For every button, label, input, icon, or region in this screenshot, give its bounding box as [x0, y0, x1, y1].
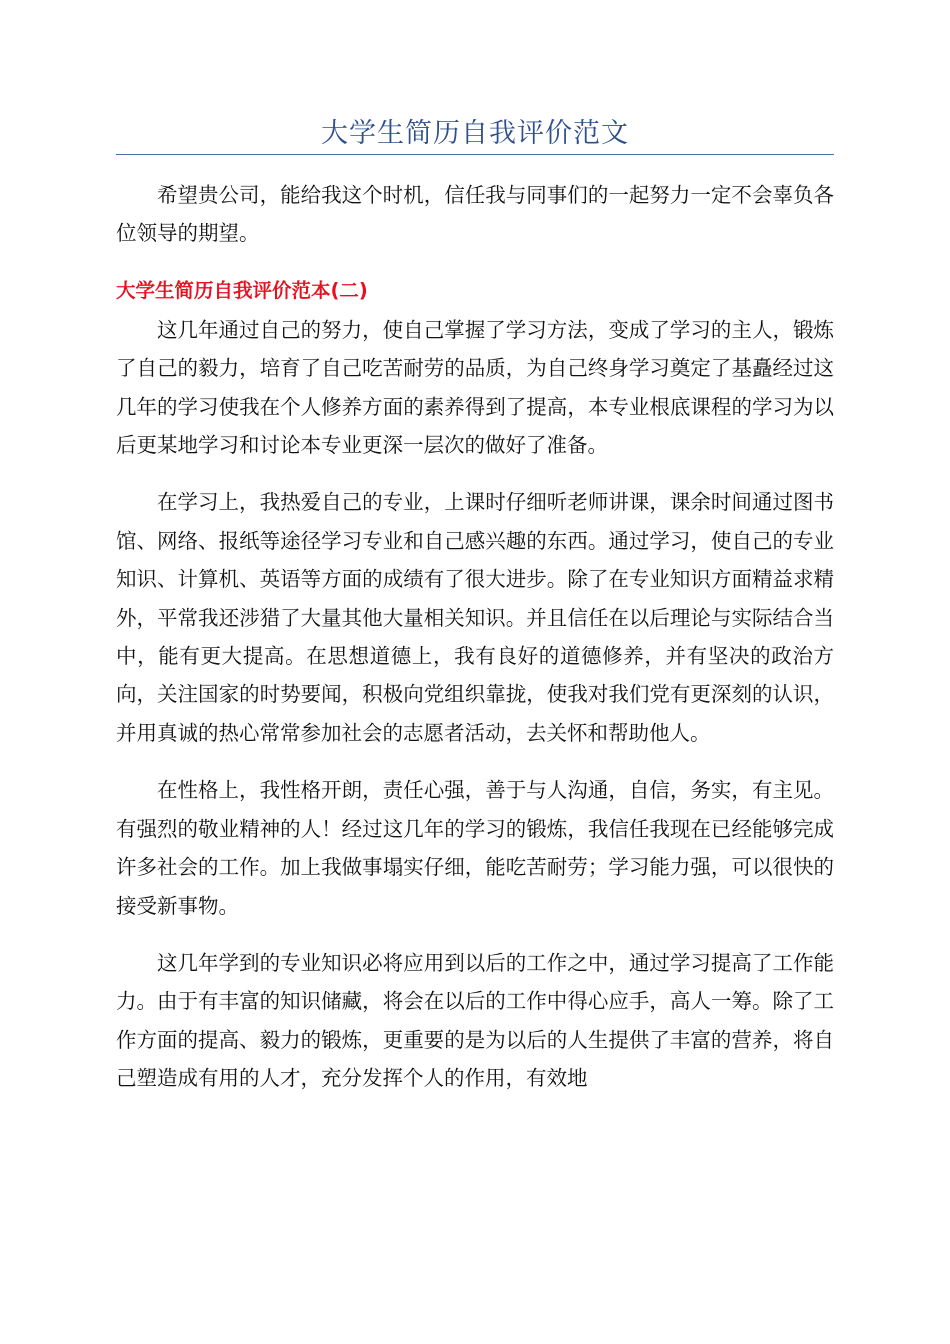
document-body: [116, 176, 834, 1117]
paragraph-study-effort: 这几年通过自己的努力，使自己掌握了学习方法，变成了学习的主人，锻炼了自己的毅力，培育了自己吃苦耐劳的品质，为自己终身学习奠定了基矗经过这几年的学习使我在个人修养方面的素养得到了提高，本专业根底课程的学习为以后更某地学习和讨论本专业更深一层次的做好了准备。: [116, 317, 834, 458]
paragraph-personality: 在性格上，我性格开朗，责任心强，善于与人沟通，自信，务实，有主见。有强烈的敬业精神的人！经过这几年的学习的锻炼，我信任我现在已经能够完成许多社会的工作。加上我做事塌实仔细，能吃苦耐劳；学习能力强，可以很快的接受新事物。: [116, 778, 834, 918]
document-title: 大学生简历自我评价范文: [321, 118, 629, 149]
paragraph-intro: 希望贵公司，能给我这个时机，信任我与同事们的一起努力一定不会辜负各位领导的期望。: [116, 183, 834, 246]
paragraph-future-work: 这几年学到的专业知识必将应用到以后的工作之中，通过学习提高了工作能力。由于有丰富的知识储藏，将会在以后的工作中得心应手，高人一筹。除了工作方面的提高、毅力的锻炼，更重要的是为以后的人生提供了丰富的营养，将自己塑造成有用的人才，充分发挥个人的作用，有效地: [116, 950, 834, 1091]
paragraph-study-attitude: 在学习上，我热爱自己的专业，上课时仔细听老师讲课，课余时间通过图书馆、网络、报纸等途径学习专业和自己感兴趣的东西。通过学习，使自己的专业知识、计算机、英语等方面的成绩有了很大进步。除了在专业知识方面精益求精外，平常我还涉猎了大量其他大量相关知识。并且信任在以后理论与实际结合当中，能有更大提高。在思想道德上，我有良好的道德修养，并有坚决的政治方向，关注国家的时势要闻，积极向党组织靠拢，使我对我们党有更深刻的认识，并用真诚的热心常常参加社会的志愿者活动，去关怀和帮助他人。: [116, 490, 834, 745]
section-heading: 大学生简历自我评价范本(二): [116, 278, 368, 302]
title-underline: [116, 154, 834, 155]
